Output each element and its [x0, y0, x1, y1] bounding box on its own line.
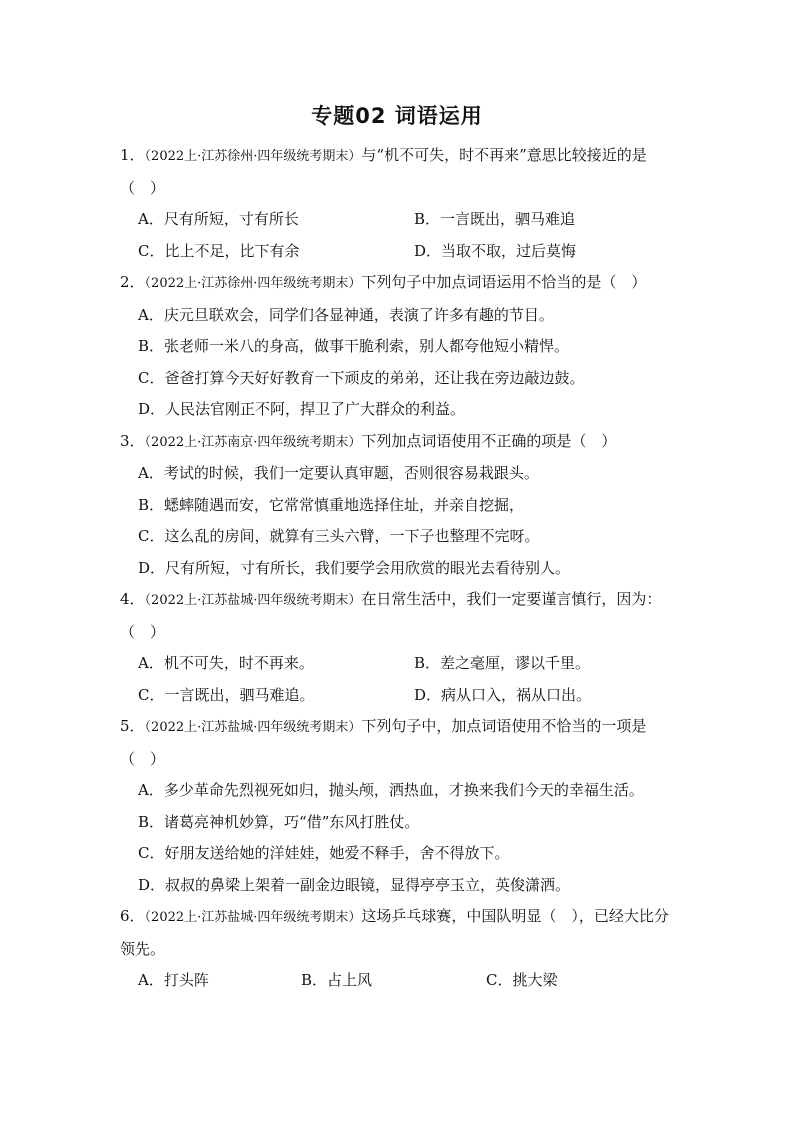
option-d: D．人民法官刚正不阿，捍卫了广大群众的利益。	[138, 400, 466, 418]
option-b: B．一言既出，驷马难追	[414, 210, 576, 228]
option-b: B．诸葛亮神机妙算，巧“借”东风打胜仗。	[138, 812, 420, 831]
option-a: A．庆元旦联欢会，同学们各显神通，表演了许多有趣的节目。	[138, 305, 554, 324]
question-source: （2022上·江苏南京·四年级统考期末）	[144, 434, 362, 450]
question-source: （2022上·江苏盐城·四年级统考期末）	[144, 720, 362, 735]
question-4	[120, 584, 682, 711]
question-2	[120, 267, 682, 426]
option-c: C．好朋友送给她的洋娃娃，她爱不释手，舍不得放下。	[138, 844, 510, 862]
question-text: 下列句子中加点词语运用不恰当的是（ ）	[361, 273, 647, 291]
question-1	[120, 140, 682, 267]
question-source: （2022上·江苏盐城·四年级统考期末）	[144, 910, 362, 925]
question-6	[120, 901, 682, 997]
question-stem	[120, 711, 682, 775]
question-3	[120, 426, 682, 585]
option-c: C．比上不足，比下有余	[138, 241, 300, 260]
question-text: 下列句子中，加点词语使用不恰当的一项是（ ）	[120, 717, 647, 768]
question-text: 下列加点词语使用不正确的项是（ ）	[361, 431, 617, 450]
page-title: 专题02 词语运用	[311, 104, 483, 128]
option-group	[120, 458, 682, 584]
question-stem	[120, 426, 682, 459]
option-b: B．占上风	[301, 971, 373, 989]
option-d: D．叔叔的鼻梁上架着一副金边眼镜，显得亭亭玉立，英俊潇洒。	[138, 875, 571, 894]
option-b: B．张老师一米八的身高，做事干脆利索，别人都夸他短小精悍。	[138, 337, 570, 355]
option-group	[120, 300, 682, 426]
question-number: 1．	[120, 146, 145, 164]
question-stem	[120, 140, 682, 204]
option-a: A．尺有所短，寸有所长	[138, 210, 299, 228]
option-group	[120, 775, 682, 901]
option-c: C．一言既出，驷马难追。	[138, 685, 315, 704]
question-text: 在日常生活中，我们一定要谨言慎行，因为：（ ）	[120, 590, 662, 641]
option-d: D．当取不取，过后莫悔	[414, 241, 577, 260]
option-group	[120, 648, 682, 711]
question-text: 与“机不可失，时不再来”意思比较接近的是（ ）	[120, 146, 647, 197]
option-a: A．考试的时候，我们一定要认真审题，否则很容易栽跟头。	[138, 464, 539, 482]
question-number: 4．	[120, 590, 145, 608]
question-source: （2022上·江苏徐州·四年级统考期末）	[144, 276, 362, 291]
option-d: D．尺有所短，寸有所长，我们要学会用欣赏的眼光去看待别人。	[138, 558, 571, 577]
option-d: D．病从口入，祸从口出。	[414, 685, 592, 704]
question-source: （2022上·江苏徐州·四年级统考期末）	[144, 149, 362, 164]
option-group	[120, 204, 682, 267]
option-group	[120, 965, 682, 997]
option-a: A．打头阵	[138, 971, 209, 989]
option-b: B．蟋蟀随遇而安，它常常慎重地选择住址，并亲自挖掘，	[138, 495, 525, 514]
question-number: 2．	[120, 273, 145, 291]
option-c: C．爸爸打算今天好好教育一下顽皮的弟弟，还让我在旁边敲边鼓。	[138, 368, 585, 387]
question-stem	[120, 901, 682, 965]
question-number: 3．	[120, 431, 145, 450]
question-stem	[120, 584, 682, 648]
question-number: 5．	[120, 717, 145, 735]
option-c: C．挑大梁	[486, 971, 558, 989]
option-b: B．差之毫厘，谬以千里。	[414, 654, 591, 672]
option-a: A．多少革命先烈视死如归，抛头颅，洒热血，才换来我们今天的幸福生活。	[138, 781, 644, 799]
question-stem	[120, 267, 682, 300]
question-source: （2022上·江苏盐城·四年级统考期末）	[144, 593, 362, 608]
option-c: C．这么乱的房间，就算有三头六臂，一下子也整理不完呀。	[138, 527, 540, 545]
question-number: 6．	[120, 907, 145, 925]
option-a: A．机不可失，时不再来。	[138, 654, 314, 672]
question-5	[120, 711, 682, 901]
question-text: 这场乒乓球赛，中国队明显（ ），已经大比分领先。	[120, 907, 669, 958]
question-list	[120, 140, 682, 997]
